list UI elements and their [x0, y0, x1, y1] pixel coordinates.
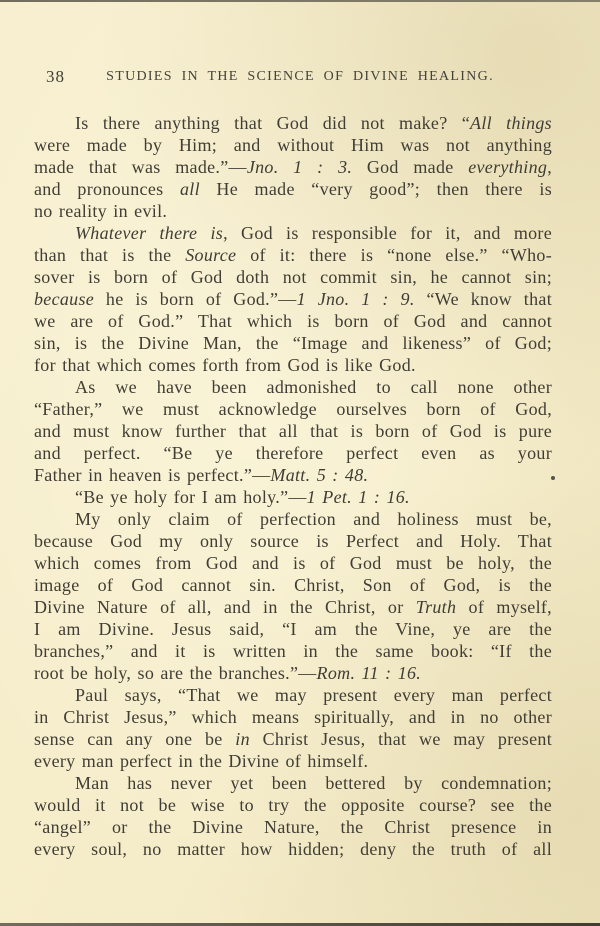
text-line — [34, 178, 552, 200]
text-segment: for that which comes forth from God is like God. — [34, 355, 416, 375]
text-segment: he is born of God.”— — [94, 289, 297, 309]
text-segment: every man perfect in the Divine of himself. — [34, 751, 369, 771]
text-segment: As we have been admonished to call none other — [75, 377, 552, 397]
text-segment: than that is the — [34, 245, 186, 265]
text-segment: Paul says, “That we may present every man perfect — [75, 685, 552, 705]
page-header — [0, 66, 600, 90]
text-segment: made that was made.”— — [34, 157, 247, 177]
italic-text-segment: Jno. 1 : 3. — [246, 157, 353, 177]
text-segment: “Be ye holy for I am holy.”— — [75, 487, 307, 507]
text-segment: which comes from God and is of God must be holy, the — [34, 553, 552, 573]
text-line — [34, 816, 552, 838]
running-head: STUDIES IN THE SCIENCE OF DIVINE HEALING. — [106, 69, 494, 84]
text-line — [34, 530, 552, 552]
text-line — [34, 244, 552, 266]
text-segment: sin, is the Divine Man, the “Image and likeness” of God; — [34, 333, 552, 353]
text-line — [34, 772, 552, 794]
text-segment: “Father,” we must acknowledge ourselves born of God, — [34, 399, 552, 419]
text-line — [34, 574, 552, 596]
text-segment: “angel” or the Divine Nature, the Christ presence in — [34, 817, 552, 837]
text-line — [34, 266, 552, 288]
text-line — [34, 508, 552, 530]
text-segment: of it: there is “none else.” “Who- — [236, 245, 552, 265]
text-segment: image of God cannot sin. Christ, Son of God, is the — [34, 575, 552, 595]
italic-text-segment: Whatever there is — [75, 223, 224, 243]
text-segment: and perfect. “Be ye therefore perfect even as your — [34, 443, 552, 463]
text-segment: branches,” and it is written in the same book: “If the — [34, 641, 552, 661]
text-segment: My only claim of perfection and holiness must be, — [75, 509, 552, 529]
text-line — [34, 640, 552, 662]
page-number: 38 — [46, 67, 65, 86]
text-line — [34, 838, 552, 860]
text-segment: Christ Jesus, that we may present — [249, 729, 552, 749]
text-line — [34, 200, 552, 222]
italic-text-segment: 1 Jno. 1 : 9. — [296, 289, 415, 309]
italic-text-segment: Source — [185, 245, 237, 265]
text-line — [34, 398, 552, 420]
text-line — [34, 376, 552, 398]
text-segment: root be holy, so are the branches.”— — [34, 663, 317, 683]
text-line — [34, 596, 552, 618]
text-segment: Man has never yet been bettered by condemnation; — [75, 773, 552, 793]
text-line — [34, 112, 552, 134]
text-line — [34, 288, 552, 310]
text-segment: Father in heaven is perfect.”— — [34, 465, 271, 485]
text-segment: were made by Him; and without Him was not anything — [34, 135, 552, 155]
text-segment: He made “very good”; then there is — [199, 179, 552, 199]
text-line — [34, 310, 552, 332]
ink-speck — [551, 476, 555, 480]
text-line — [34, 618, 552, 640]
text-line — [34, 706, 552, 728]
text-segment: I am Divine. Jesus said, “I am the Vine, ye are the — [34, 619, 552, 639]
text-line — [34, 728, 552, 750]
text-segment: we are of God.” That which is born of God and cannot — [34, 311, 552, 331]
italic-text-segment: Matt. 5 : 48. — [270, 465, 369, 485]
text-segment: Divine Nature of all, and in the Christ, or — [34, 597, 416, 617]
text-segment: would it not be wise to try the opposite course? see the — [34, 795, 552, 815]
text-segment: sover is born of God doth not commit sin, he cannot sin; — [34, 267, 552, 287]
text-line — [34, 794, 552, 816]
italic-text-segment: Rom. 11 : 16. — [316, 663, 422, 683]
italic-text-segment: everything — [468, 157, 548, 177]
text-segment: Is there anything that God did not make? “ — [75, 113, 471, 133]
text-line — [34, 222, 552, 244]
text-segment: because God my only source is Perfect and Holy. That — [34, 531, 552, 551]
text-line — [34, 332, 552, 354]
text-line — [34, 420, 552, 442]
italic-text-segment: because — [34, 289, 95, 309]
italic-text-segment: 1 Pet. 1 : 16. — [306, 487, 410, 507]
text-line — [34, 134, 552, 156]
text-line — [34, 442, 552, 464]
text-line — [34, 464, 552, 486]
italic-text-segment: All things — [470, 113, 552, 133]
body-text — [34, 112, 552, 860]
text-line — [34, 684, 552, 706]
italic-text-segment: Truth — [415, 597, 457, 617]
text-segment: God made — [352, 157, 469, 177]
text-segment: and pronounces — [34, 179, 180, 199]
text-line — [34, 662, 552, 684]
italic-text-segment: all — [179, 179, 200, 199]
italic-text-segment: in — [235, 729, 250, 749]
text-line — [34, 486, 552, 508]
text-segment: in Christ Jesus,” which means spiritually, and in no other — [34, 707, 552, 727]
text-segment: every soul, no matter how hidden; deny the truth of all — [34, 839, 552, 859]
text-segment: “We know that — [414, 289, 552, 309]
text-line — [34, 156, 552, 178]
page-top-edge — [0, 0, 600, 2]
text-segment: no reality in evil. — [34, 201, 168, 221]
text-segment: , God is responsible for it, and more — [223, 223, 552, 243]
text-segment: , — [547, 157, 552, 177]
text-segment: and must know further that all that is born of God is pure — [34, 421, 552, 441]
text-segment: of myself, — [456, 597, 552, 617]
text-segment: sense can any one be — [34, 729, 236, 749]
text-line — [34, 552, 552, 574]
text-line — [34, 354, 552, 376]
text-line — [34, 750, 552, 772]
